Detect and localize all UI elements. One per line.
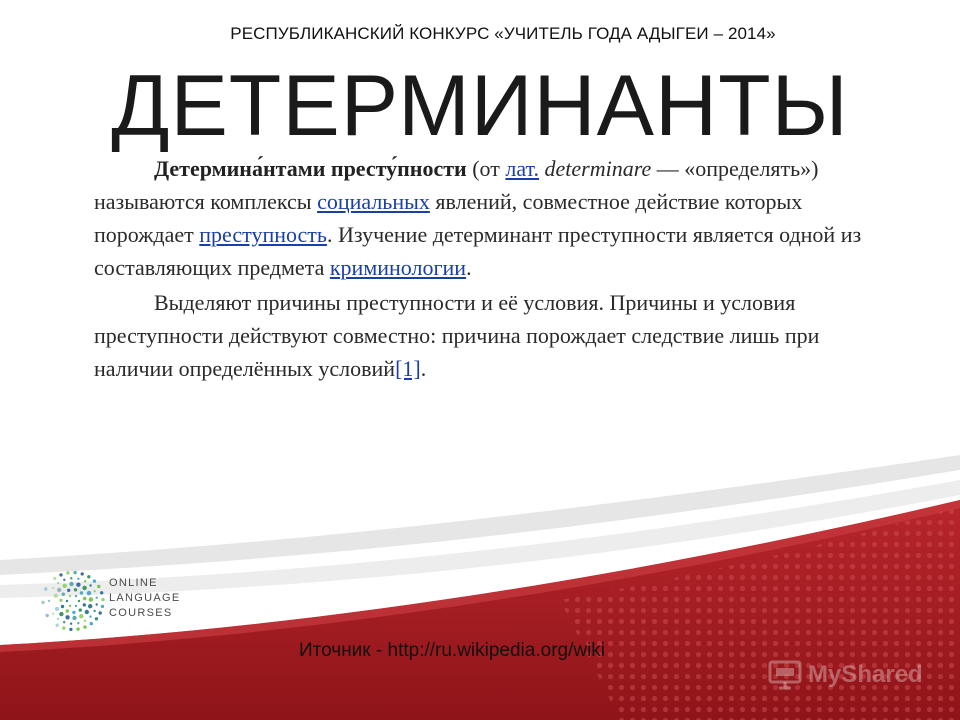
logo-dot: [52, 587, 54, 589]
logo-dot: [74, 588, 77, 591]
logo-dot: [75, 605, 77, 607]
logo-dot: [90, 622, 93, 625]
logo-dot: [69, 628, 72, 631]
logo-dot: [77, 578, 79, 580]
watermark: [768, 658, 923, 692]
logo-dot: [81, 572, 84, 575]
logo-dot: [87, 591, 91, 595]
logo-dot: [96, 597, 98, 599]
logo-dot: [79, 614, 83, 618]
logo-dot: [48, 600, 50, 602]
logo-dot: [56, 624, 59, 627]
logo-dot: [69, 605, 71, 607]
contest-heading: РЕСПУБЛИКАНСКИЙ КОНКУРС «УЧИТЕЛЬ ГОДА АДЫГЕИ – 2014»: [230, 24, 776, 43]
text-segment: .: [420, 356, 427, 381]
logo-dot: [66, 609, 69, 612]
logo-dot: [62, 626, 65, 629]
logo-dot: [82, 586, 86, 590]
logo-dot: [96, 603, 98, 605]
logo-dot: [46, 614, 49, 617]
logo-dot: [76, 627, 79, 630]
logo-dot: [101, 605, 104, 608]
link-criminology[interactable]: криминологии: [329, 255, 467, 280]
logo-dot: [79, 608, 82, 611]
logo-dot: [77, 622, 79, 624]
logo-dot: [93, 610, 95, 612]
article-text: [94, 152, 864, 387]
logo-dot: [65, 615, 69, 619]
watermark-text: MyShared: [808, 661, 923, 688]
link-social[interactable]: социальных: [317, 189, 430, 214]
logo-dot: [70, 623, 72, 625]
logo-dot: [57, 618, 59, 620]
logo-line-language: LANGUAGE: [109, 592, 181, 604]
text-segment: . Изучение детерминант преступности является одной из составляющих предмета: [94, 222, 862, 280]
term-bold: Детермина́нтами престу́пности: [154, 156, 467, 181]
logo-dot: [52, 613, 54, 615]
logo-dot: [54, 594, 58, 598]
presentation-icon: [768, 660, 802, 690]
source-caption: Иточник - http://ru.wikipedia.org/wiki: [299, 640, 606, 661]
logo-dot: [83, 597, 86, 600]
logo-dot: [89, 615, 91, 617]
logo-dot: [97, 585, 100, 588]
logo-dot: [80, 591, 83, 594]
logo-dot: [72, 616, 76, 620]
logo-dot: [62, 593, 65, 596]
logo-dot: [84, 580, 86, 582]
logo-dot: [89, 584, 91, 586]
page-title: ДЕТЕРМИНАНТЫ: [111, 58, 849, 154]
logo-dot: [53, 577, 56, 580]
logo-dot: [88, 604, 92, 608]
logo-dot: [72, 611, 75, 614]
logo-dot: [83, 603, 86, 606]
logo-dot: [66, 600, 68, 602]
logo-dot: [70, 577, 72, 579]
logo-dot: [57, 582, 59, 584]
logo-dot: [94, 590, 96, 592]
logo-dot: [66, 571, 69, 574]
text-segment: (от: [466, 156, 506, 181]
logo-dot: [99, 611, 102, 614]
logo-dot: [95, 617, 98, 620]
logo-dot: [84, 620, 86, 622]
logo-dot: [63, 621, 65, 623]
logo-dot: [57, 588, 61, 592]
paragraph-causes: [94, 286, 864, 385]
logo-dot: [59, 599, 62, 602]
logo-dot: [44, 587, 47, 590]
latin-word: determinare: [539, 156, 652, 181]
logo-dot: [63, 579, 65, 581]
link-latin[interactable]: лат.: [505, 156, 540, 181]
logo-dot: [63, 584, 67, 588]
paragraph-definition: [94, 152, 864, 284]
link-crime[interactable]: преступность: [199, 222, 327, 247]
logo-dot: [76, 583, 80, 587]
logo-dot: [87, 575, 90, 578]
logo-dot: [69, 582, 73, 586]
logo-dot: [67, 589, 70, 592]
logo-dot: [78, 600, 80, 602]
logo-dot: [85, 610, 89, 614]
logo-dot: [59, 573, 62, 576]
logo-dot: [73, 571, 76, 574]
text-segment: Выделяют причины преступности и её условия. Причины и условия преступности действуют совместно: причина порождает следствие лишь при наличии определённых условий: [94, 290, 820, 381]
logo-line-courses: COURSES: [109, 607, 173, 619]
logo-dot: [101, 598, 104, 601]
logo-dot: [83, 625, 86, 628]
dot-globe-logo-icon: [38, 568, 108, 634]
logo-dot: [93, 579, 96, 582]
logo-dot: [55, 607, 59, 611]
logo-line-online: ONLINE: [109, 577, 158, 589]
logo-dot: [61, 605, 64, 608]
text-segment: явлений, совместное действие которых порождает: [94, 189, 803, 247]
logo-dot: [100, 591, 103, 594]
logo-dot: [75, 595, 77, 597]
logo-text: [109, 576, 181, 621]
text-segment: .: [466, 255, 472, 280]
logo-dot: [89, 597, 93, 601]
logo-dot: [41, 601, 44, 604]
reference-link[interactable]: [1]: [395, 356, 421, 381]
logo-dot: [69, 595, 71, 597]
text-segment: — «определять») называются комплексы: [94, 156, 819, 214]
logo-dot: [59, 612, 63, 616]
